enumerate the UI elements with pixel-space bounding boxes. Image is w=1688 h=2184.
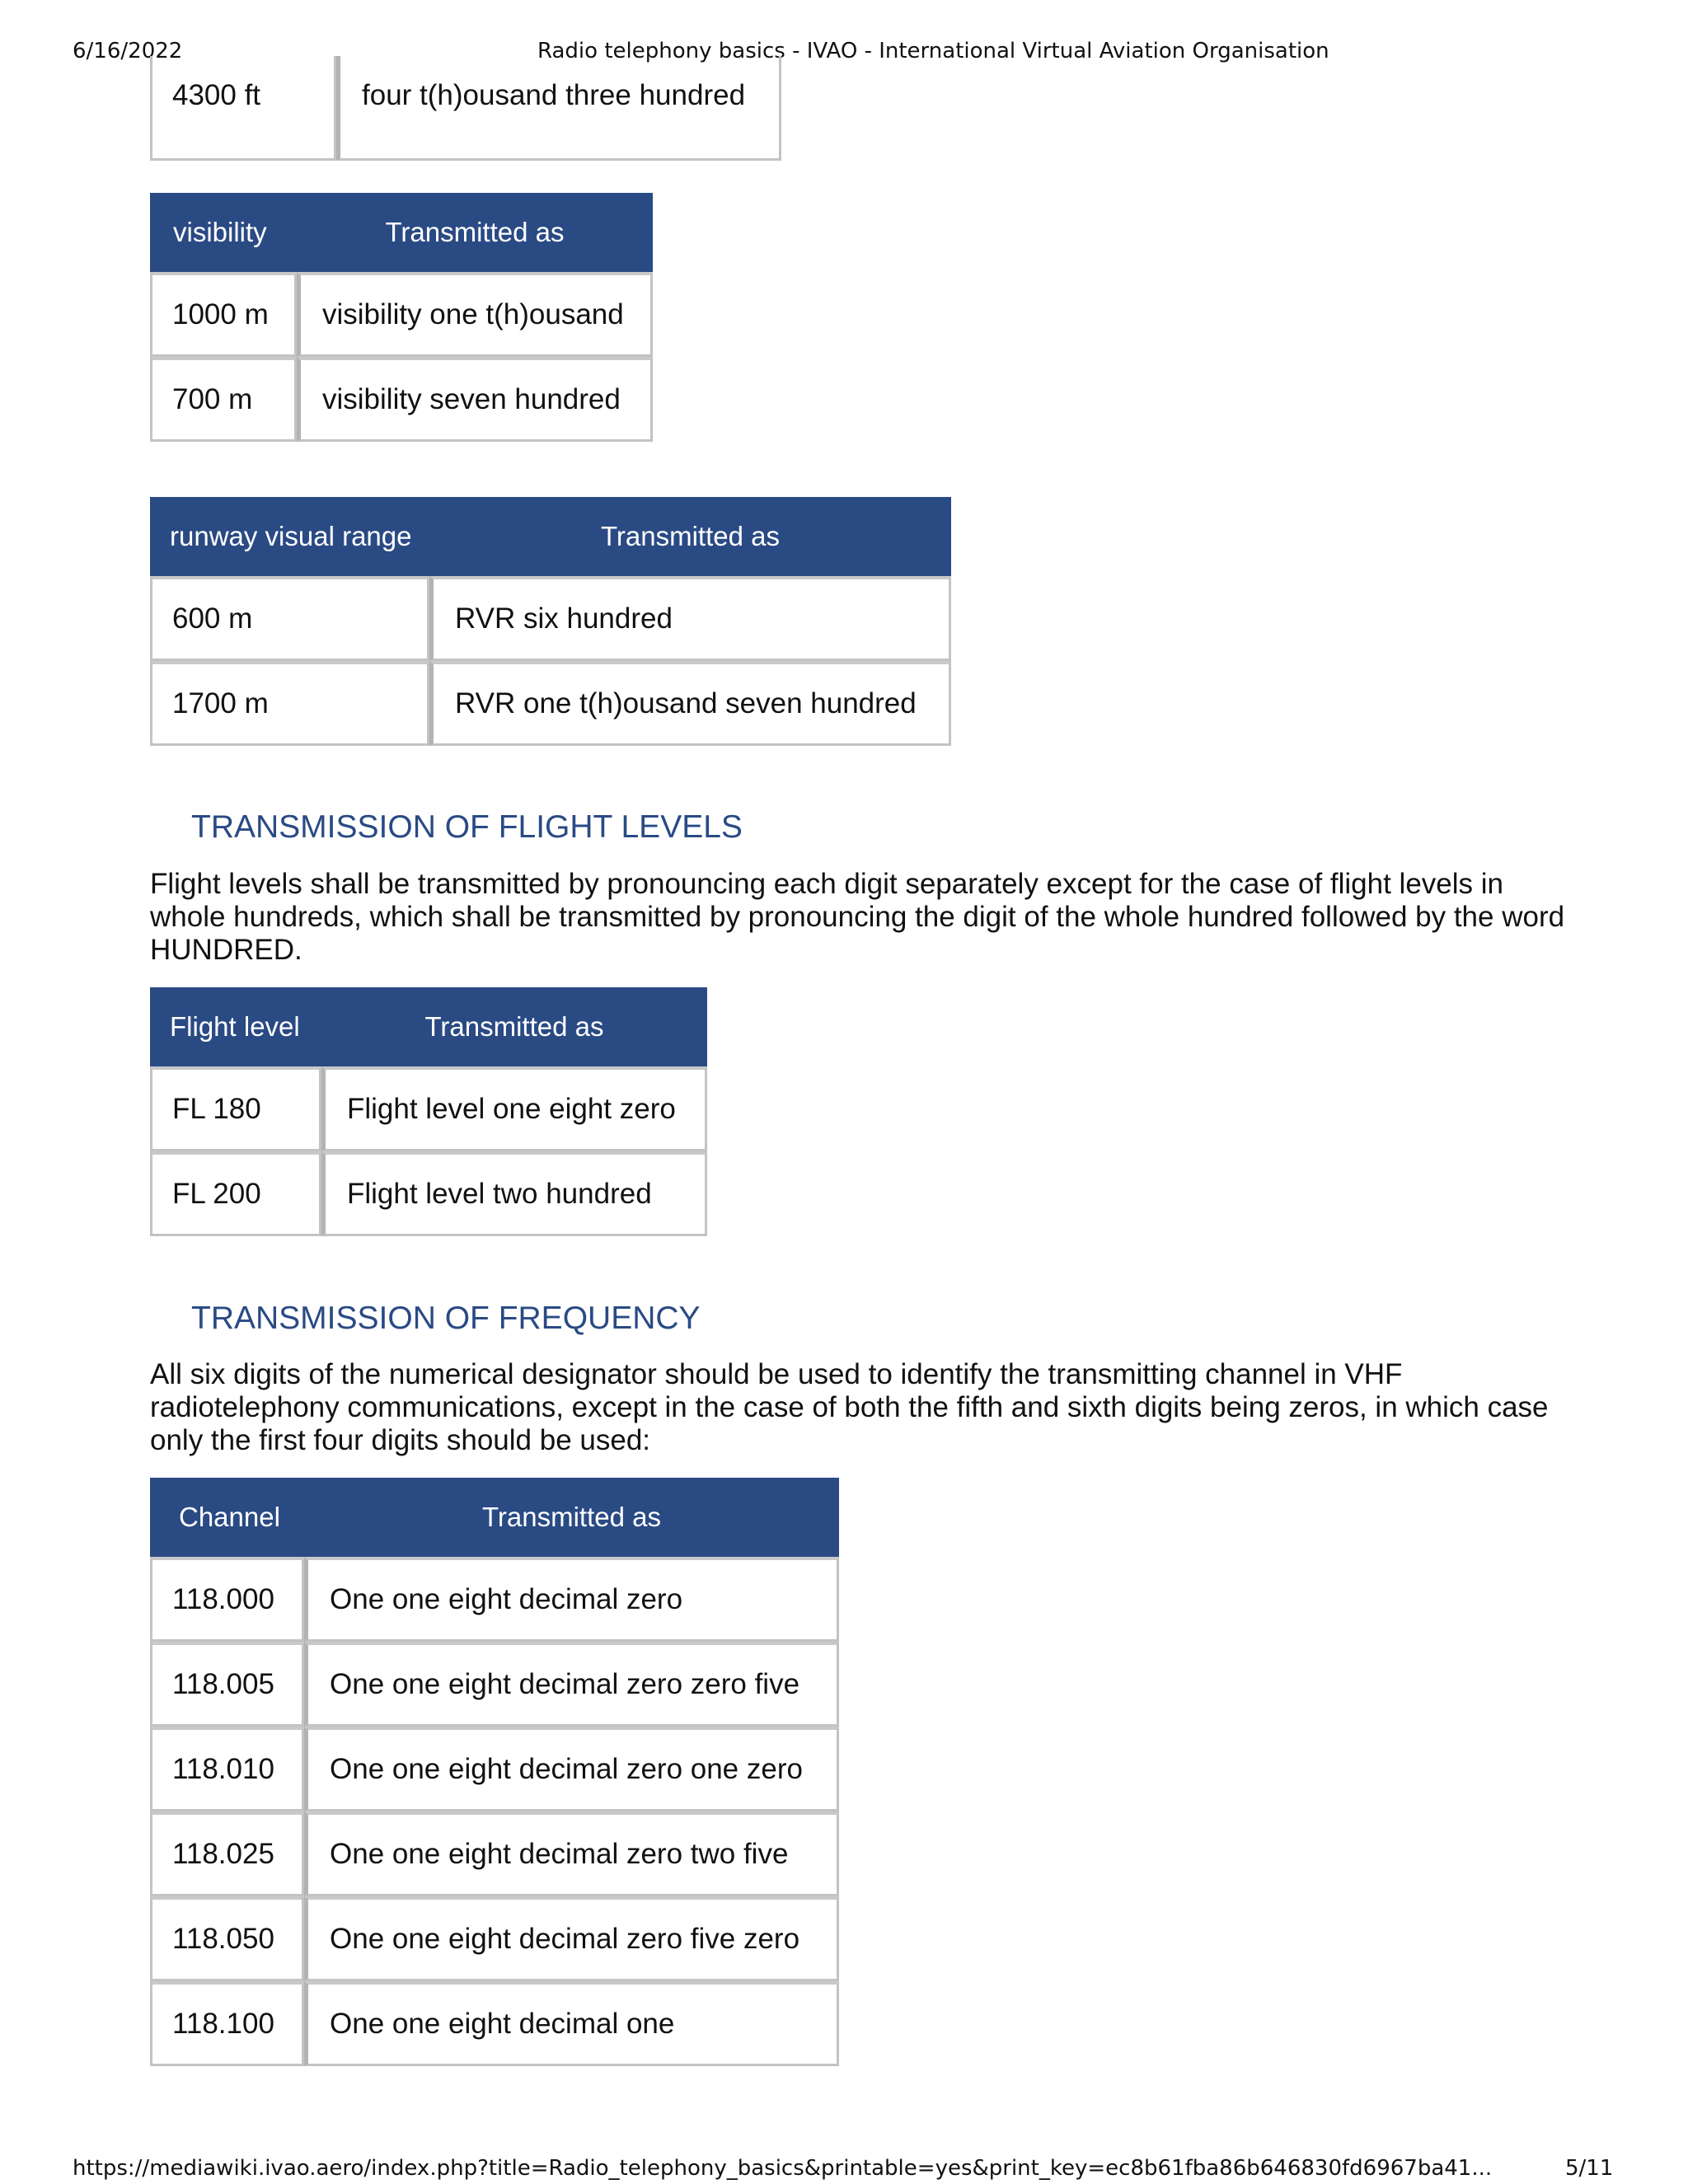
table-cell-transmitted: Flight level one eight zero bbox=[321, 1066, 707, 1151]
table-cell-value: 1000 m bbox=[150, 272, 297, 357]
table-cell-value: 1700 m bbox=[150, 661, 429, 746]
frequency-paragraph: All six digits of the numerical designator should be used to identify the transmitting channel in VHF radiotelephony communications, except in the case of both the fifth and sixth digits being zeros, in which case only the first four digits should be used: bbox=[150, 1358, 1549, 1456]
column-header: Transmitted as bbox=[429, 497, 951, 576]
column-header: Flight level bbox=[150, 987, 321, 1066]
table-cell-value: 700 m bbox=[150, 357, 297, 442]
section-heading-frequency: TRANSMISSION OF FREQUENCY bbox=[191, 1301, 701, 1336]
table-row bbox=[150, 1151, 707, 1236]
table-cell-value: FL 200 bbox=[150, 1151, 321, 1236]
table-row bbox=[150, 1811, 839, 1896]
flight-level-table bbox=[150, 987, 707, 1236]
print-date: 6/16/2022 bbox=[73, 39, 183, 63]
table-cell-transmitted: One one eight decimal zero bbox=[304, 1557, 839, 1642]
print-page-number: 5/11 bbox=[1565, 2156, 1614, 2181]
table-row bbox=[150, 56, 781, 161]
table-header-row bbox=[150, 497, 951, 576]
flight-levels-paragraph: Flight levels shall be transmitted by pronouncing each digit separately except for the case of flight levels in whole hundreds, which shall be transmitted by pronouncing the digit of the whole hundred followed by the word HUNDRED. bbox=[150, 868, 1565, 966]
table-cell-transmitted: RVR one t(h)ousand seven hundred bbox=[429, 661, 951, 746]
table-cell-transmitted: visibility one t(h)ousand bbox=[297, 272, 653, 357]
table-cell-transmitted: One one eight decimal one bbox=[304, 1981, 839, 2066]
table-header-row bbox=[150, 987, 707, 1066]
table-cell-value: 118.005 bbox=[150, 1642, 304, 1727]
table-header-row bbox=[150, 193, 653, 272]
table-row bbox=[150, 272, 653, 357]
table-cell-transmitted: four t(h)ousand three hundred bbox=[336, 56, 781, 161]
altitude-table bbox=[150, 56, 781, 161]
table-row bbox=[150, 1642, 839, 1727]
table-row bbox=[150, 1066, 707, 1151]
visibility-table bbox=[150, 193, 653, 442]
table-cell-value: 600 m bbox=[150, 576, 429, 661]
table-cell-transmitted: One one eight decimal zero two five bbox=[304, 1811, 839, 1896]
table-row bbox=[150, 1981, 839, 2066]
table-cell-value: 118.000 bbox=[150, 1557, 304, 1642]
table-cell-transmitted: One one eight decimal zero one zero bbox=[304, 1727, 839, 1811]
table-cell-transmitted: RVR six hundred bbox=[429, 576, 951, 661]
table-row bbox=[150, 1727, 839, 1811]
print-url: https://mediawiki.ivao.aero/index.php?title=Radio_telephony_basics&printable=yes&print_key=ec8b61fba86b646830fd6967ba41... bbox=[73, 2156, 1493, 2181]
table-row bbox=[150, 357, 653, 442]
rvr-table bbox=[150, 497, 951, 746]
column-header: Channel bbox=[150, 1478, 304, 1557]
table-cell-value: 118.050 bbox=[150, 1896, 304, 1981]
table-cell-value: 118.025 bbox=[150, 1811, 304, 1896]
table-row bbox=[150, 576, 951, 661]
column-header: visibility bbox=[150, 193, 297, 272]
section-heading-flight-levels: TRANSMISSION OF FLIGHT LEVELS bbox=[191, 809, 743, 845]
table-cell-value: 118.100 bbox=[150, 1981, 304, 2066]
table-cell-transmitted: visibility seven hundred bbox=[297, 357, 653, 442]
table-cell-value: 118.010 bbox=[150, 1727, 304, 1811]
table-cell-value: FL 180 bbox=[150, 1066, 321, 1151]
table-cell-transmitted: Flight level two hundred bbox=[321, 1151, 707, 1236]
table-cell-value: 4300 ft bbox=[150, 56, 336, 161]
table-row bbox=[150, 661, 951, 746]
table-row bbox=[150, 1557, 839, 1642]
table-cell-transmitted: One one eight decimal zero zero five bbox=[304, 1642, 839, 1727]
table-cell-transmitted: One one eight decimal zero five zero bbox=[304, 1896, 839, 1981]
column-header: Transmitted as bbox=[304, 1478, 839, 1557]
table-row bbox=[150, 1896, 839, 1981]
column-header: Transmitted as bbox=[297, 193, 653, 272]
table-header-row bbox=[150, 1478, 839, 1557]
column-header: Transmitted as bbox=[321, 987, 707, 1066]
print-page-title: Radio telephony basics - IVAO - International Virtual Aviation Organisation bbox=[537, 39, 1329, 63]
frequency-table bbox=[150, 1478, 839, 2066]
column-header: runway visual range bbox=[150, 497, 429, 576]
